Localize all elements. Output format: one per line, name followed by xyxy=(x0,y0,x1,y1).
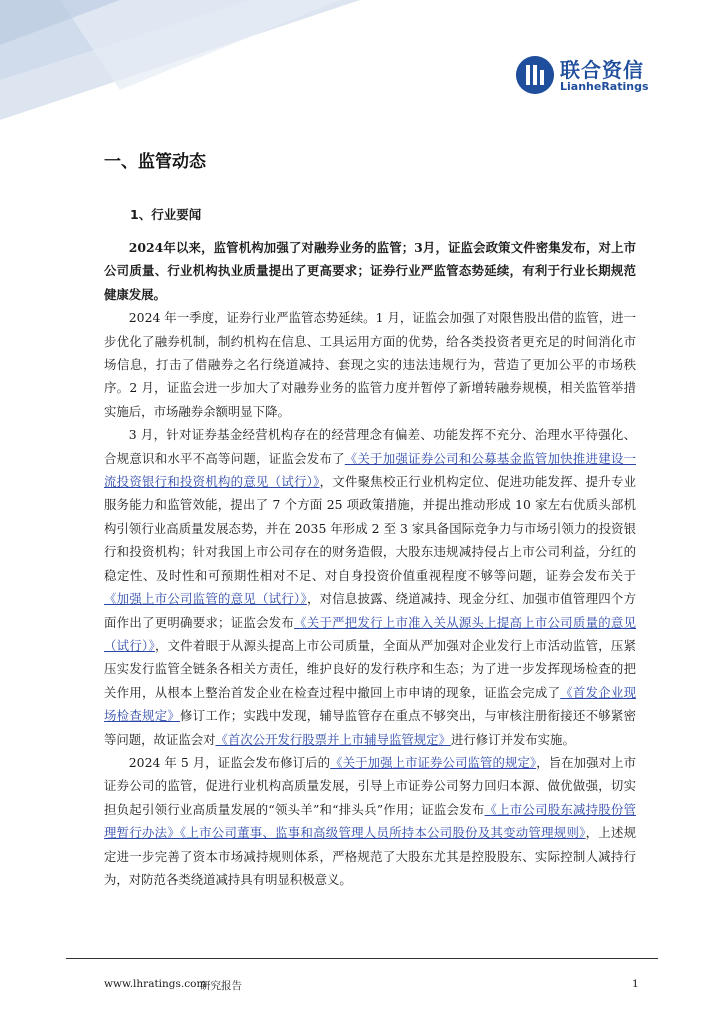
policy-link[interactable]: 《关于加强证券公司和公募基金监管加快推进建设一流投资银行和投资机构的意见（试行）》 xyxy=(104,450,637,490)
brand-name-cn: 联合资信 xyxy=(560,58,644,82)
text: ，上述规定进一步完善了资本市场减持规则体系，严格规范了大股东尤其是控股股东、实际控制人减持行为，对防范各类绕道减持具有明显积极意义。 xyxy=(104,825,637,887)
footer-report-label: 研究报告 xyxy=(200,980,242,992)
text: ，对信息披露、绕道减持、现金分红、加强市值管理四个方面作出了更明确要求；证监会发布 xyxy=(104,591,636,630)
text: 3 月，针对证券基金经营机构存在的经营理念有偏差、功能发挥不充分、治理水平待强化、合规意识和水平不高等问题，证监会发布了 xyxy=(104,427,636,466)
paragraph-may xyxy=(104,751,636,891)
policy-link[interactable]: 《首次公开发行股票并上市辅导监管规定》 xyxy=(215,731,451,747)
text: 2024 年 5 月，证监会发布修订后的 xyxy=(128,754,331,770)
policy-link[interactable]: 《关于严把发行上市准入关从源头上提高上市公司质量的意见（试行）》 xyxy=(104,614,637,653)
lianhe-logo-icon xyxy=(516,56,554,94)
policy-link[interactable]: 《上市公司股东减持股份管理暂行办法》 xyxy=(104,801,636,841)
text: 修订工作；实践中发现，辅导监管存在重点不够突出，与审核注册衔接还不够紧密等问题，故证监会对 xyxy=(104,708,637,747)
policy-link[interactable]: 《上市公司董事、监事和高级管理人员所持本公司股份及其变动管理规则》 xyxy=(180,825,586,841)
corner-decoration xyxy=(0,0,360,120)
text: ，旨在加强对上市证券公司的监管，促进行业机构高质量发展，引导上市证券公司努力回归本源、做优做强，切实担负起引领行业高质量发展的“领头羊”和“排头兵”作用；证监会发布 xyxy=(104,754,637,817)
footer-website-link[interactable]: www.lhratings.com xyxy=(104,978,207,990)
policy-link[interactable]: 《加强上市公司监管的意见（试行）》 xyxy=(104,591,307,607)
paragraph-q1: 2024 年一季度，证券行业严监管态势延续。1 月，证监会加强了对限售股出借的监管，进一步优化了融券机制，制约机构在信息、工具运用方面的优势，给各类投资者更充足的时间消化市场信息，打击了借融券之名行绕道减持、套现之实的违法违规行为，营造了更加公平的市场秩序。2 月，证监会进一步加大了对融券业务的监管力度并暂停了新增转融券规模，相关监管举措实施后，市场融券余额明显下降。 xyxy=(104,310,636,419)
text: ，文件着眼于从源头提高上市公司质量，全面从严加强对企业发行上市活动监管，压紧压实发行监管全链条各相关方责任，维护良好的发行秩序和生态；为了进一步发挥现场检查的把关作用，从根本上整治首发企业在检查过程中撤回上市申请的现象，证监会完成了 xyxy=(104,637,636,700)
brand-name-en: LianheRatings xyxy=(560,80,649,93)
policy-link[interactable]: 《关于加强上市证券公司监管的规定》 xyxy=(330,754,537,770)
sub-title: 1、行业要闻 xyxy=(130,207,202,222)
text: ，文件聚焦校正行业机构定位、促进功能发挥、提升专业服务能力和监管效能，提出了 7 个方面 25 项政策措施，并提出推动形成 10 家左右优质头部机构引领行业高质量发展态势，并在 2035 年形成 2 至 3 家具备国际竞争力与市场引领力的投资银行和投资机构；针对我国上市公司存在的财务造假，大股东违规减持侵占上市公司利益，分红的稳定性、及时性和可预期性相对不足、对自身投资价值重视程度不够等问题，证券会发布关于 xyxy=(104,474,636,583)
text: 进行修订并发布实施。 xyxy=(450,731,575,747)
paragraph-march xyxy=(104,423,636,751)
article-body xyxy=(104,236,636,891)
footer-divider xyxy=(66,958,658,959)
policy-link[interactable]: 《首发企业现场检查规定》 xyxy=(104,684,637,724)
lead-paragraph: 2024年以来，监管机构加强了对融券业务的监管；3月，证监会政策文件密集发布，对上市公司质量、行业机构执业质量提出了更高要求；证券行业严监管态势延续，有利于行业长期规范健康发展。 xyxy=(104,240,636,302)
page-number: 1 xyxy=(632,978,639,990)
section-title: 一、监管动态 xyxy=(104,152,206,172)
